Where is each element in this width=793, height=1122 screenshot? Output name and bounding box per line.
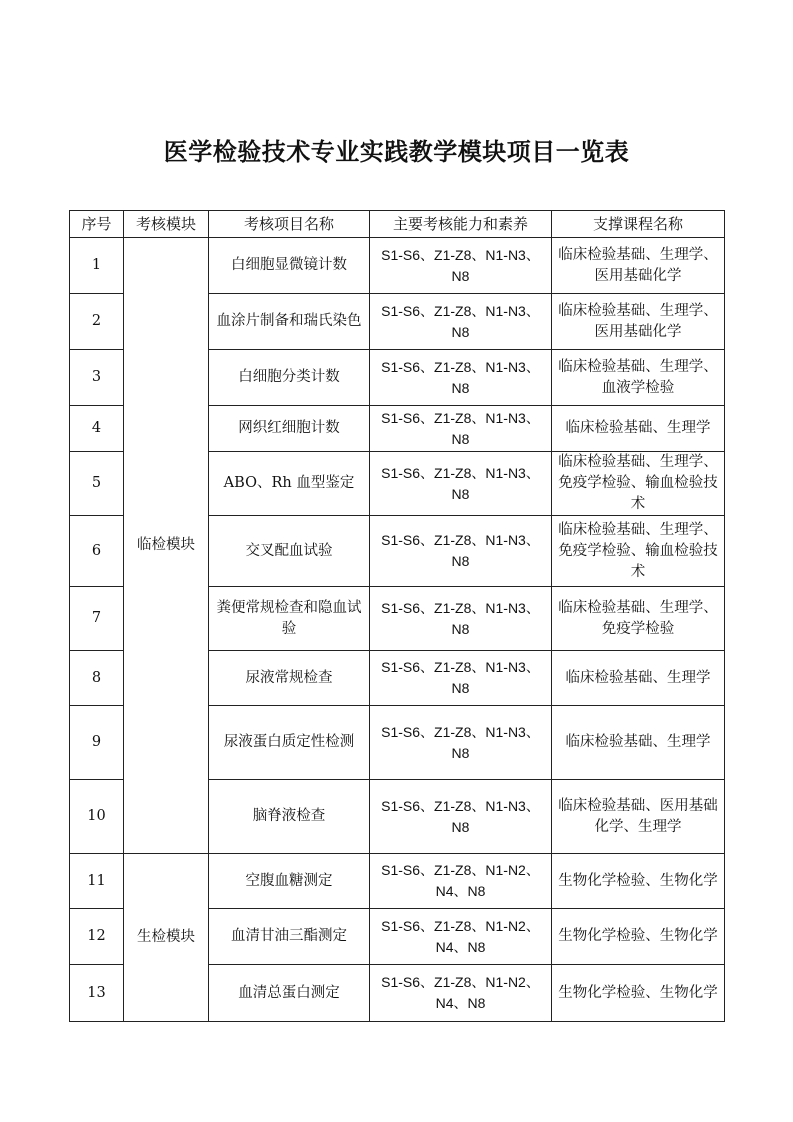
row-item: 尿液常规检查	[209, 651, 370, 706]
row-courses: 临床检验基础、生理学、医用基础化学	[552, 238, 725, 294]
module-cell: 临检模块	[124, 238, 209, 854]
row-item: 粪便常规检查和隐血试验	[209, 587, 370, 651]
row-item: 网织红细胞计数	[209, 406, 370, 452]
header-module: 考核模块	[124, 211, 209, 238]
row-no: 11	[70, 854, 124, 909]
row-no: 10	[70, 780, 124, 854]
row-courses: 临床检验基础、生理学、免疫学检验、输血检验技术	[552, 516, 725, 587]
row-courses: 临床检验基础、生理学	[552, 651, 725, 706]
row-courses: 临床检验基础、生理学、免疫学检验、输血检验技术	[552, 452, 725, 516]
header-item: 考核项目名称	[209, 211, 370, 238]
row-item: 脑脊液检查	[209, 780, 370, 854]
row-ability: S1-S6、Z1-Z8、N1-N3、N8	[370, 587, 552, 651]
row-courses: 临床检验基础、生理学、血液学检验	[552, 350, 725, 406]
row-ability: S1-S6、Z1-Z8、N1-N3、N8	[370, 406, 552, 452]
row-ability: S1-S6、Z1-Z8、N1-N3、N8	[370, 238, 552, 294]
module-cell: 生检模块	[124, 854, 209, 1022]
header-ability: 主要考核能力和素养	[370, 211, 552, 238]
row-ability: S1-S6、Z1-Z8、N1-N3、N8	[370, 651, 552, 706]
row-item: ABO、Rh 血型鉴定	[209, 452, 370, 516]
row-ability: S1-S6、Z1-Z8、N1-N3、N8	[370, 780, 552, 854]
row-no: 5	[70, 452, 124, 516]
row-ability: S1-S6、Z1-Z8、N1-N2、N4、N8	[370, 965, 552, 1022]
row-courses: 生物化学检验、生物化学	[552, 909, 725, 965]
row-no: 8	[70, 651, 124, 706]
row-item: 交叉配血试验	[209, 516, 370, 587]
row-courses: 临床检验基础、生理学、医用基础化学	[552, 294, 725, 350]
row-ability: S1-S6、Z1-Z8、N1-N3、N8	[370, 350, 552, 406]
table-row	[70, 238, 725, 294]
row-no: 7	[70, 587, 124, 651]
row-ability: S1-S6、Z1-Z8、N1-N3、N8	[370, 294, 552, 350]
row-no: 6	[70, 516, 124, 587]
row-ability: S1-S6、Z1-Z8、N1-N3、N8	[370, 706, 552, 780]
row-no: 9	[70, 706, 124, 780]
project-table	[69, 210, 725, 1022]
table-row	[70, 854, 725, 909]
row-item: 白细胞显微镜计数	[209, 238, 370, 294]
row-no: 12	[70, 909, 124, 965]
row-item: 空腹血糖测定	[209, 854, 370, 909]
row-item: 尿液蛋白质定性检测	[209, 706, 370, 780]
row-ability: S1-S6、Z1-Z8、N1-N3、N8	[370, 452, 552, 516]
row-item: 血涂片制备和瑞氏染色	[209, 294, 370, 350]
row-courses: 临床检验基础、生理学、免疫学检验	[552, 587, 725, 651]
row-no: 2	[70, 294, 124, 350]
table-header-row	[70, 211, 725, 238]
row-no: 4	[70, 406, 124, 452]
row-ability: S1-S6、Z1-Z8、N1-N2、N4、N8	[370, 854, 552, 909]
header-courses: 支撑课程名称	[552, 211, 725, 238]
row-no: 3	[70, 350, 124, 406]
row-item: 血清总蛋白测定	[209, 965, 370, 1022]
row-ability: S1-S6、Z1-Z8、N1-N3、N8	[370, 516, 552, 587]
row-courses: 临床检验基础、医用基础化学、生理学	[552, 780, 725, 854]
page-title: 医学检验技术专业实践教学模块项目一览表	[163, 138, 630, 166]
row-no: 1	[70, 238, 124, 294]
row-item: 血清甘油三酯测定	[209, 909, 370, 965]
header-no: 序号	[70, 211, 124, 238]
row-ability: S1-S6、Z1-Z8、N1-N2、N4、N8	[370, 909, 552, 965]
row-courses: 生物化学检验、生物化学	[552, 965, 725, 1022]
row-courses: 生物化学检验、生物化学	[552, 854, 725, 909]
row-courses: 临床检验基础、生理学	[552, 406, 725, 452]
row-no: 13	[70, 965, 124, 1022]
row-item: 白细胞分类计数	[209, 350, 370, 406]
row-courses: 临床检验基础、生理学	[552, 706, 725, 780]
